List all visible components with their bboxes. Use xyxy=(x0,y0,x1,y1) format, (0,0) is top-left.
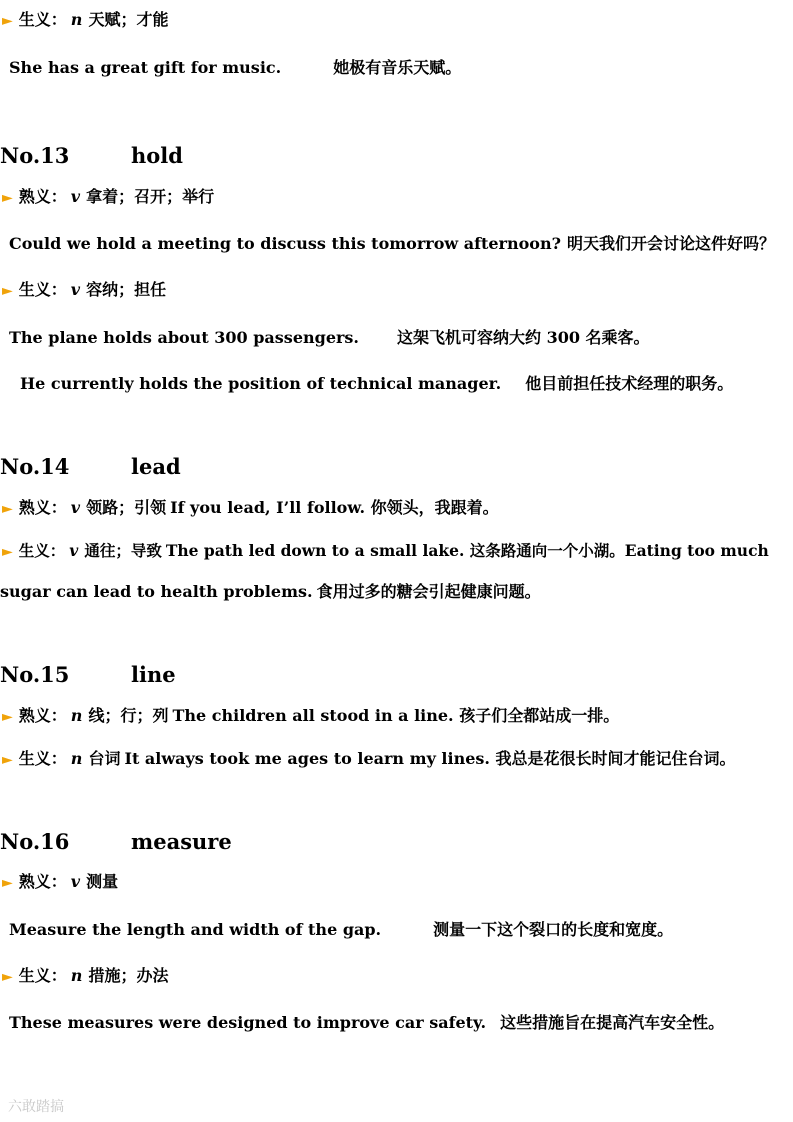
example-sentence xyxy=(9,58,461,78)
sense-line xyxy=(2,749,736,770)
sense-meaning: 台词 xyxy=(88,749,121,768)
part-of-speech: n xyxy=(70,706,83,725)
entry-word: line xyxy=(131,662,176,687)
entry-number: No.14 xyxy=(0,454,70,479)
triangle-bullet-icon: ► xyxy=(2,709,13,725)
example-sentence xyxy=(9,1013,724,1033)
sense-tag: 生义： xyxy=(18,749,67,768)
sense-tag: 熟义： xyxy=(18,706,67,725)
triangle-bullet-icon: ► xyxy=(2,875,13,891)
example-sentence xyxy=(9,328,650,348)
part-of-speech: n xyxy=(70,749,83,768)
triangle-bullet-icon: ► xyxy=(2,13,13,29)
sense-tag: 生义： xyxy=(18,541,66,560)
sense-meaning: 拿着；召开；举行 xyxy=(86,187,215,206)
triangle-bullet-icon: ► xyxy=(2,969,13,985)
sense-meaning: 措施；办法 xyxy=(88,966,169,985)
sense-meaning: 通往；导致 xyxy=(84,541,162,560)
example-sentence xyxy=(0,582,541,602)
example-chinese: 她极有音乐天赋。 xyxy=(333,58,462,77)
example-english: sugar can lead to health problems. xyxy=(0,582,313,601)
part-of-speech: n xyxy=(70,966,83,985)
part-of-speech: v xyxy=(70,280,81,299)
sense-meaning: 领路；引领 xyxy=(86,498,167,517)
part-of-speech: v xyxy=(69,541,79,560)
sense-tag: 生义： xyxy=(18,966,67,985)
entry-heading xyxy=(0,144,400,168)
sense-tag: 生义： xyxy=(18,10,67,29)
sense-line xyxy=(2,706,619,727)
entry-heading xyxy=(0,455,400,479)
sense-example: It always took me ages to learn my lines. 我总是花很长时间才能记住台词。 xyxy=(124,749,736,768)
entry-heading xyxy=(0,830,400,854)
entry-number: No.15 xyxy=(0,662,70,687)
example-english: The plane holds about 300 passengers. xyxy=(9,328,359,347)
sense-example: The path led down to a small lake. 这条路通向一个小湖。Eating too much xyxy=(165,541,769,560)
triangle-bullet-icon: ► xyxy=(2,544,13,560)
example-english: She has a great gift for music. xyxy=(9,58,282,77)
example-chinese: 这些措施旨在提高汽车安全性。 xyxy=(500,1013,725,1032)
entry-word: hold xyxy=(131,143,183,168)
entry-heading xyxy=(0,663,400,687)
triangle-bullet-icon: ► xyxy=(2,190,13,206)
sense-meaning: 线；行；列 xyxy=(88,706,169,725)
triangle-bullet-icon: ► xyxy=(2,501,13,517)
example-chinese: 食用过多的糖会引起健康问题。 xyxy=(316,582,541,601)
example-sentence xyxy=(20,374,733,394)
watermark-logo: 六敢踏搞 xyxy=(8,1099,64,1115)
example-english: Could we hold a meeting to discuss this tomorrow afternoon? xyxy=(9,234,561,253)
sense-line xyxy=(2,966,168,987)
sense-line xyxy=(2,872,118,893)
triangle-bullet-icon: ► xyxy=(2,752,13,768)
sense-line xyxy=(2,541,769,562)
sense-line xyxy=(2,187,214,208)
example-chinese: 他目前担任技术经理的职务。 xyxy=(525,374,734,393)
example-chinese: 测量一下这个裂口的长度和宽度。 xyxy=(433,920,674,939)
example-english: These measures were designed to improve car safety. xyxy=(9,1013,487,1032)
sense-meaning: 天赋；才能 xyxy=(88,10,169,29)
part-of-speech: v xyxy=(70,498,81,517)
sense-line xyxy=(2,498,499,519)
entry-number: No.16 xyxy=(0,829,70,854)
part-of-speech: v xyxy=(70,187,81,206)
example-chinese: 这架飞机可容纳大约 300 名乘客。 xyxy=(397,328,650,347)
sense-meaning: 容纳；担任 xyxy=(86,280,167,299)
example-english: Measure the length and width of the gap. xyxy=(9,920,382,939)
example-sentence xyxy=(9,234,775,254)
sense-tag: 生义： xyxy=(18,280,67,299)
entry-word: lead xyxy=(131,454,181,479)
part-of-speech: n xyxy=(70,10,83,29)
part-of-speech: v xyxy=(70,872,81,891)
sense-example: If you lead, I’ll follow. 你领头，我跟着。 xyxy=(170,498,499,517)
sense-line xyxy=(2,10,168,31)
sense-line xyxy=(2,280,166,301)
sense-tag: 熟义： xyxy=(18,872,67,891)
sense-tag: 熟义： xyxy=(18,187,67,206)
example-english: He currently holds the position of technical manager. xyxy=(20,374,502,393)
entry-number: No.13 xyxy=(0,143,70,168)
example-chinese: 明天我们开会讨论这件好吗？ xyxy=(566,234,775,253)
sense-tag: 熟义： xyxy=(18,498,67,517)
sense-example: The children all stood in a line. 孩子们全都站成一排。 xyxy=(172,706,620,725)
example-sentence xyxy=(9,920,673,940)
sense-meaning: 测量 xyxy=(86,872,119,891)
triangle-bullet-icon: ► xyxy=(2,283,13,299)
entry-word: measure xyxy=(131,829,232,854)
